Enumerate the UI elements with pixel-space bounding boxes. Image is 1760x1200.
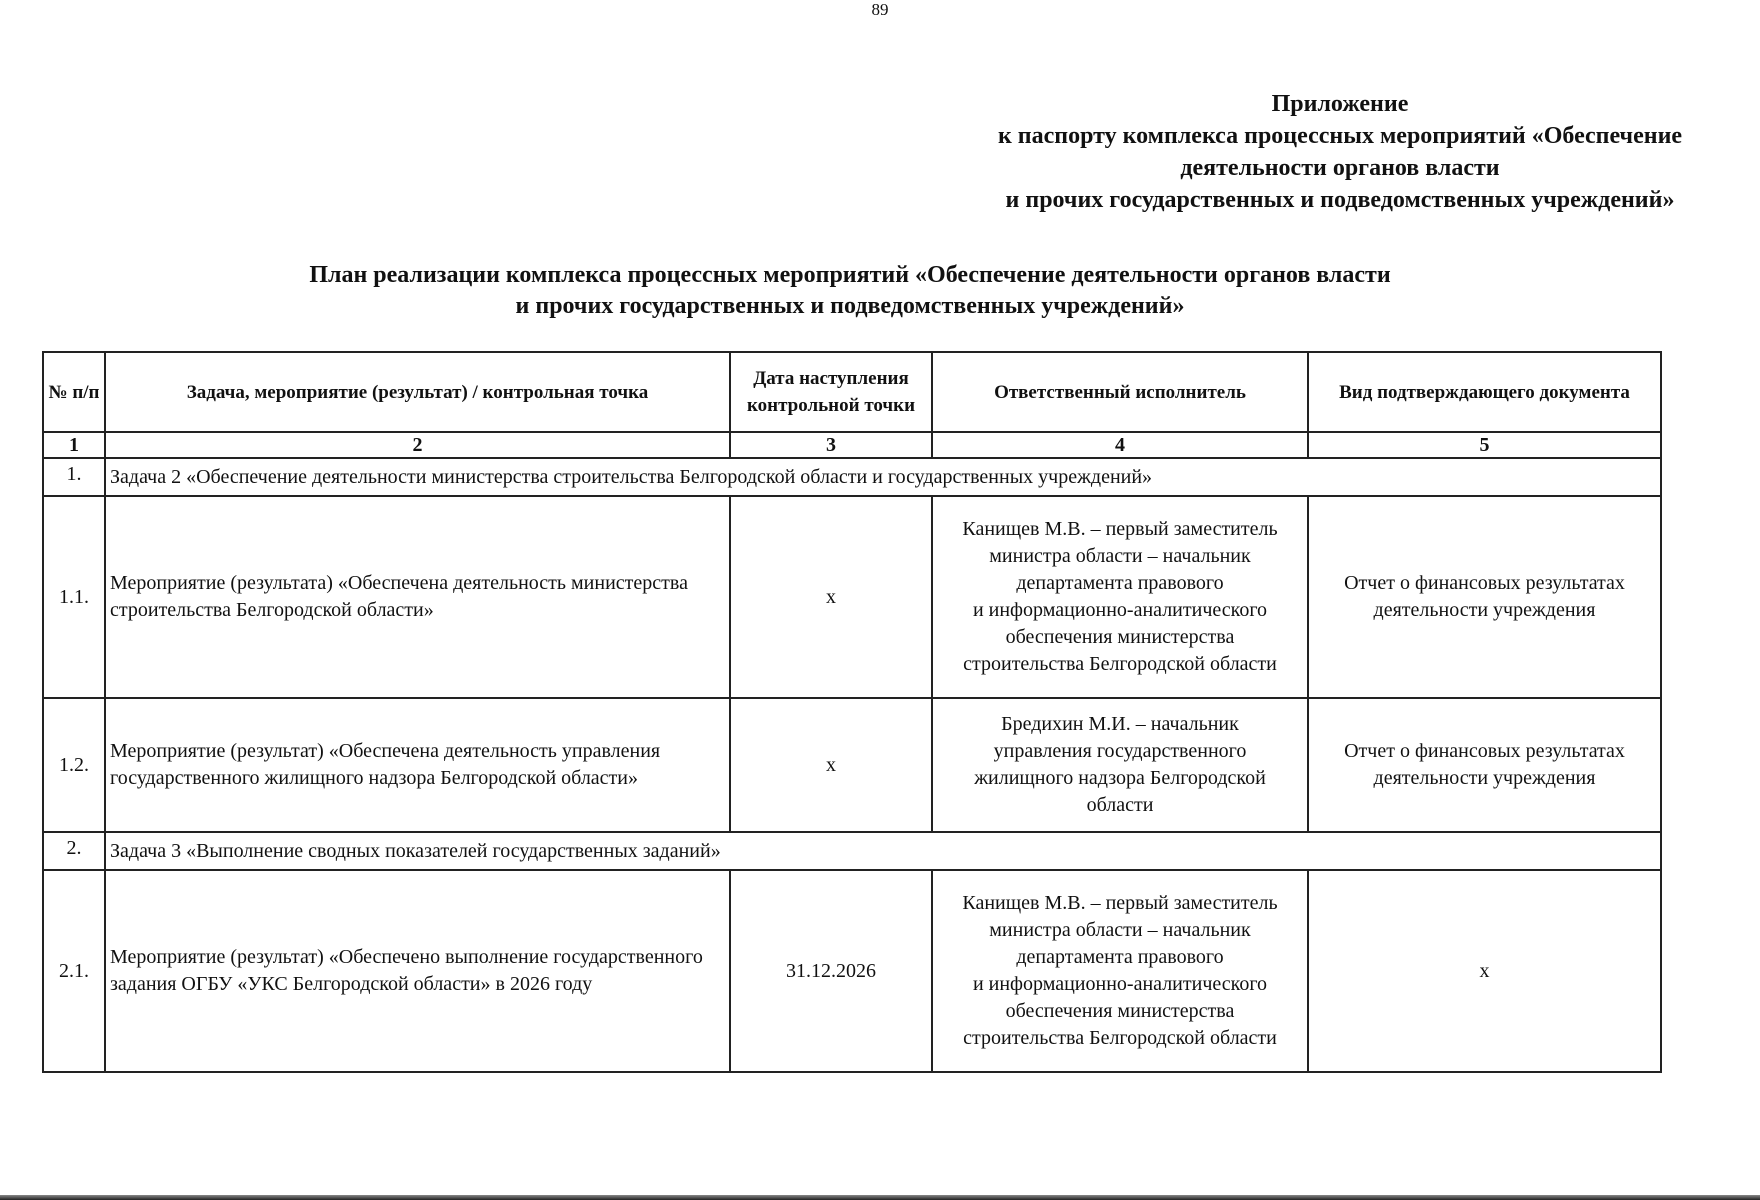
task-title: Задача 3 «Выполнение сводных показателей государственных заданий»: [105, 832, 1661, 870]
table-row: [43, 698, 1661, 832]
row-number: 1.2.: [43, 698, 105, 832]
event-cell: Мероприятие (результат) «Обеспечено выполнение государственного задания ОГБУ «УКС Белгородской области» в 2026 году: [105, 870, 730, 1072]
responsible-line: департамента правового: [1016, 572, 1224, 594]
responsible-line: жилищного надзора Белгородской: [974, 767, 1266, 789]
table-row: [43, 870, 1661, 1072]
column-number: 5: [1308, 432, 1661, 458]
date-cell: х: [730, 496, 932, 698]
date-cell: х: [730, 698, 932, 832]
responsible-line: Бредихин М.И. – начальник: [1001, 713, 1239, 735]
responsible-cell: [932, 870, 1308, 1072]
column-number: 3: [730, 432, 932, 458]
responsible-line: департамента правового: [1016, 946, 1224, 968]
responsible-line: Канищев М.В. – первый заместитель: [962, 518, 1278, 540]
plan-title: [0, 260, 1700, 322]
responsible-line: и информационно-аналитического: [972, 599, 1268, 621]
header-document: Вид подтверждающего документа: [1308, 352, 1661, 432]
column-number: 1: [43, 432, 105, 458]
responsible-line: министра области – начальник: [989, 545, 1251, 567]
responsible-line: строительства Белгородской области: [963, 653, 1277, 675]
header-responsible: Ответственный исполнитель: [932, 352, 1308, 432]
document-cell: х: [1308, 870, 1661, 1072]
header-task: Задача, мероприятие (результат) / контрольная точка: [105, 352, 730, 432]
appendix-line: Приложение: [1271, 91, 1409, 117]
responsible-line: управления государственного: [993, 740, 1247, 762]
task-row: [43, 458, 1661, 496]
event-cell: Мероприятие (результат) «Обеспечена деятельность управления государственного жилищного надзора Белгородской области»: [105, 698, 730, 832]
responsible-line: Канищев М.В. – первый заместитель: [962, 892, 1278, 914]
responsible-cell: [932, 698, 1308, 832]
header-date: Дата наступления контрольной точки: [730, 352, 932, 432]
header-number: № п/п: [43, 352, 105, 432]
appendix-line: и прочих государственных и подведомственных учреждений»: [1005, 187, 1675, 213]
responsible-line: области: [1086, 794, 1154, 816]
responsible-line: обеспечения министерства: [1005, 1000, 1235, 1022]
column-number-row: [43, 432, 1661, 458]
row-number: 2.: [43, 832, 105, 870]
task-row: [43, 832, 1661, 870]
plan-title-line: и прочих государственных и подведомственных учреждений»: [515, 293, 1185, 319]
task-title: Задача 2 «Обеспечение деятельности министерства строительства Белгородской области и государственных учреждений»: [105, 458, 1661, 496]
responsible-line: строительства Белгородской области: [963, 1027, 1277, 1049]
row-number: 1.1.: [43, 496, 105, 698]
responsible-cell: [932, 496, 1308, 698]
column-number: 4: [932, 432, 1308, 458]
table-row: [43, 496, 1661, 698]
appendix-line: к паспорту комплекса процессных мероприятий «Обеспечение: [997, 123, 1683, 149]
document-cell: Отчет о финансовых результатах деятельности учреждения: [1308, 496, 1661, 698]
event-cell: Мероприятие (результата) «Обеспечена деятельность министерства строительства Белгородской области»: [105, 496, 730, 698]
implementation-plan-table: [42, 351, 1662, 1073]
table-header-row: [43, 352, 1661, 432]
column-number: 2: [105, 432, 730, 458]
page-number: 89: [871, 0, 889, 19]
date-cell: 31.12.2026: [730, 870, 932, 1072]
scan-bottom-edge: [0, 1195, 1760, 1200]
responsible-line: министра области – начальник: [989, 919, 1251, 941]
responsible-line: обеспечения министерства: [1005, 626, 1235, 648]
appendix-heading: [920, 88, 1760, 216]
document-cell: Отчет о финансовых результатах деятельности учреждения: [1308, 698, 1661, 832]
responsible-line: и информационно-аналитического: [972, 973, 1268, 995]
row-number: 1.: [43, 458, 105, 496]
appendix-line: деятельности органов власти: [1180, 155, 1500, 181]
plan-title-line: План реализации комплекса процессных мероприятий «Обеспечение деятельности органов власти: [309, 262, 1391, 288]
row-number: 2.1.: [43, 870, 105, 1072]
